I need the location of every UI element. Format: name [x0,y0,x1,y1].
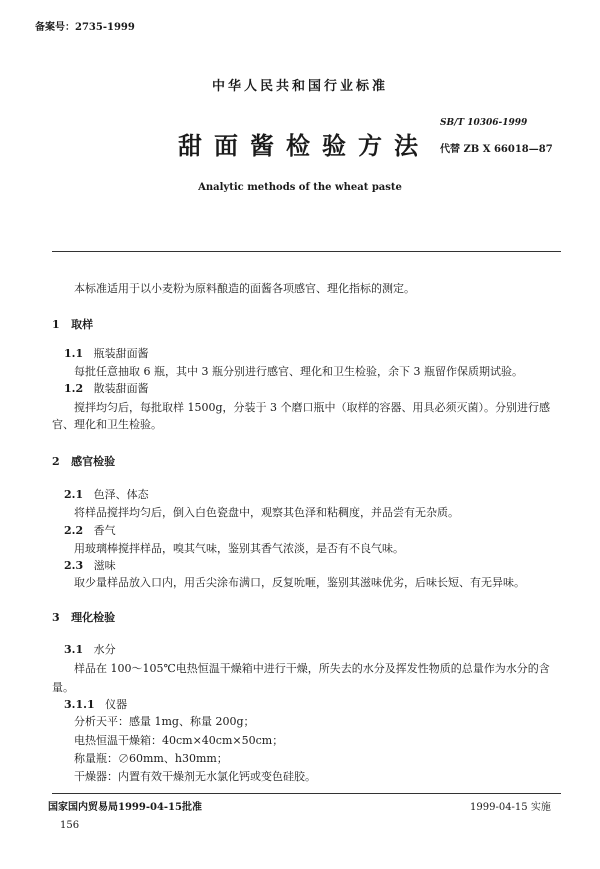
replaces-standard: 代替 ZB X 66018—87 [440,144,553,155]
section-2-2-heading: 2.2 香气 [64,524,116,537]
standard-number: SB/T 10306-1999 [440,118,528,128]
section-2-1-heading: 2.1 色泽、体态 [64,488,149,501]
approval-note: 国家国内贸易局1999-04-15批准 [48,802,202,813]
instrument-item: 电热恒温干燥箱：40cm×40cm×50cm； [74,734,284,747]
section-3-1-heading: 3.1 水分 [64,643,116,656]
instrument-item: 干燥器：内置有效干燥剂无水氯化钙或变色硅胶。 [74,770,316,783]
section-1-2-text: 搅拌均匀后，每批取样 1500g，分装于 3 个磨口瓶中（取样的容器、用具必须灭菌）。分别进行感 [74,401,551,414]
effective-date: 1999-04-15 实施 [470,802,551,813]
section-1-1-text: 每批任意抽取 6 瓶，其中 3 瓶分别进行感官、理化和卫生检验，余下 3 瓶留作保质期试验。 [74,365,523,378]
section-1-2-heading: 1.2 散装甜面酱 [64,382,149,395]
section-3-heading: 3 理化检验 [52,611,116,624]
instrument-item: 称量瓶：∅60mm、h30mm； [74,752,228,765]
section-1-1-heading: 1.1 瓶装甜面酱 [64,347,149,360]
section-3-1-1-heading: 3.1.1 仪器 [64,698,128,711]
scope-text: 本标准适用于以小麦粉为原料酿造的面酱各项感官、理化指标的测定。 [74,282,415,295]
section-1-2-text-cont: 官、理化和卫生检验。 [52,418,162,431]
instrument-item: 分析天平：感量 1mg、称量 200g； [74,715,255,728]
standard-category: 中华人民共和国行业标准 [211,79,388,94]
section-2-3-text: 取少量样品放入口内，用舌尖涂布满口，反复吮咂，鉴别其滋味优劣，后味长短、有无异味。 [74,576,525,589]
filing-number: 备案号：2735-1999 [35,22,135,33]
section-3-1-text: 样品在 100～105℃电热恒温干燥箱中进行干燥，所失去的水分及挥发性物质的总量作为水分的含 [74,662,550,675]
page-number: 156 [60,820,80,831]
section-2-3-heading: 2.3 滋味 [64,559,116,572]
section-2-heading: 2 感官检验 [52,455,116,468]
english-title: Analytic methods of the wheat paste [198,182,402,193]
section-2-1-text: 将样品搅拌均匀后，倒入白色瓷盘中，观察其色泽和粘稠度，并品尝有无杂质。 [74,506,459,519]
footer-divider [52,793,561,794]
section-2-2-text: 用玻璃棒搅拌样品，嗅其气味，鉴别其香气浓淡，是否有不良气味。 [74,542,404,555]
header-divider [52,251,561,252]
section-3-1-text-cont: 量。 [52,681,74,694]
document-title: 甜面酱检验方法 [178,132,430,160]
section-1-heading: 1 取样 [52,318,94,331]
